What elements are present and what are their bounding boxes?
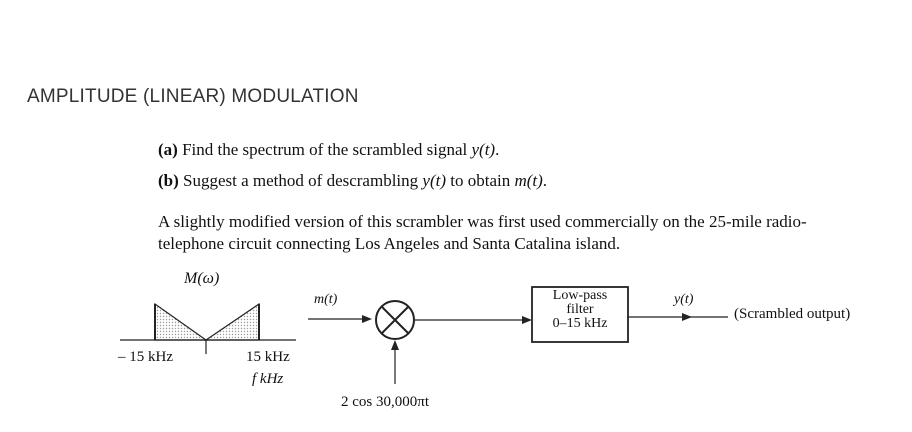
neg-frequency-label: – 15 kHz <box>118 349 173 365</box>
scrambled-output-note: (Scrambled output) <box>734 306 851 322</box>
question-b-text: Suggest a method of descrambling <box>183 171 419 190</box>
question-a-marker: (a) <box>158 140 178 159</box>
low-pass-filter-label <box>532 289 628 331</box>
question-a-text: Find the spectrum of the scrambled signal <box>182 140 468 159</box>
question-b-math: y(t) <box>422 171 446 190</box>
filter-label-line-1: Low-pass <box>552 288 608 303</box>
question-b-tail: . <box>542 171 548 190</box>
output-signal-label: y(t) <box>674 292 694 307</box>
paragraph-line-1: A slightly modified version of this scrambler was first used commercially on the 25-mile radio- <box>158 212 807 231</box>
question-b-middle: to obtain <box>450 171 511 190</box>
mixer-output-arrowhead <box>522 316 532 324</box>
input-signal-label: m(t) <box>314 292 338 307</box>
filter-label-line-2: filter <box>566 302 594 317</box>
output-arrowhead <box>682 313 692 321</box>
frequency-axis-label <box>252 371 283 388</box>
spectrum-label: M(ω) <box>184 270 220 287</box>
carrier-arrowhead <box>391 340 399 350</box>
multiplier-symbol <box>376 301 414 339</box>
question-b-marker: (b) <box>158 171 179 190</box>
section-title: AMPLITUDE (LINEAR) MODULATION <box>27 86 359 107</box>
question-a-math: y(t) <box>471 140 496 159</box>
carrier-label: 2 cos 30,000πt <box>341 394 429 410</box>
filter-label-line-3: 0–15 kHz <box>552 316 608 331</box>
question-a-tail: . <box>495 140 500 159</box>
frequency-axis-label-text: f kHz <box>252 371 284 387</box>
input-arrowhead <box>362 315 372 323</box>
spectrum-left-triangle <box>155 304 206 340</box>
paragraph-line-2: telephone circuit connecting Los Angeles and Santa Catalina island. <box>158 234 621 253</box>
question-b-math2: m(t) <box>514 171 543 190</box>
pos-frequency-label: 15 kHz <box>246 349 290 365</box>
spectrum-right-triangle <box>206 304 259 340</box>
